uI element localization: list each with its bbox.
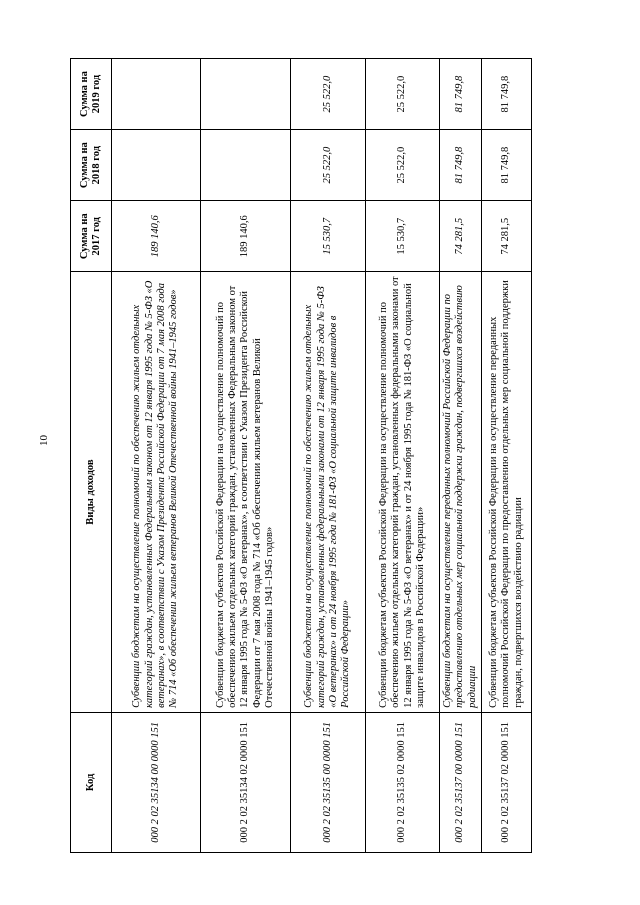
row-code: 000 2 02 35134 00 0000 151 [112,712,201,852]
row-sum-2019: 81 749,8 [440,59,482,130]
row-sum-2018: 81 749,8 [482,130,532,201]
row-sum-2017: 74 281,5 [482,201,532,272]
header-sum-2019: Сумма на 2019 год [71,59,112,130]
table-header-row [71,59,112,853]
row-sum-2019: 25 522,0 [366,59,440,130]
row-name: Субвенции бюджетам на осуществление полномочий по обеспечению жильем отдельных категорий граждан, установленных федеральными законами от 12 января 1995 года № 5-ФЗ «О ветеранах» и от 24 ноября 1995 года № 181-ФЗ «О социальной защите инвалидов в Российской Федерации» [291,272,366,713]
row-sum-2019: 81 749,8 [482,59,532,130]
row-sum-2018 [201,130,291,201]
header-code: Код [71,712,112,852]
row-sum-2018: 25 522,0 [291,130,366,201]
row-name: Субвенции бюджетам субъектов Российской Федерации на осуществление полномочий по обеспечению жильем отдельных категорий граждан, установленных Федеральным законом от 12 января 1995 года № 5-ФЗ «О ветеранах», в соответствии с Указом Президента Российской Федерации от 7 мая 2008 года № 714 «Об обеспечении жильем ветеранов Великой Отечественной войны 1941–1945 годов» [201,272,291,713]
row-sum-2017: 74 281,5 [440,201,482,272]
row-code: 000 2 02 35135 00 0000 151 [291,712,366,852]
header-sum-2018: Сумма на 2018 год [71,130,112,201]
table-row [366,59,440,853]
row-sum-2017: 15 530,7 [366,201,440,272]
row-name: Субвенции бюджетам на осуществление полномочий по обеспечению жильем отдельных категорий граждан, установленных Федеральным законом от 12 января 1995 года № 5-ФЗ «О ветеранах», в соответствии с Указом Президента Российской Федерации от 7 мая 2008 года № 714 «Об обеспечении жильем ветеранов Великой Отечественной войны 1941–1945 годов» [112,272,201,713]
table-row [291,59,366,853]
revenue-table [70,58,532,853]
row-sum-2019 [201,59,291,130]
row-sum-2019 [112,59,201,130]
row-name: Субвенции бюджетам субъектов Российской Федерации на осуществление переданных полномочий Российской Федерации по предоставлению отдельных мер социальной поддержки граждан, подвергшихся воздействию радиации [482,272,532,713]
row-code: 000 2 02 35135 02 0000 151 [366,712,440,852]
row-name: Субвенции бюджетам субъектов Российской Федерации на осуществление полномочий по обеспечению жильем отдельных категорий граждан, установленных федеральными законами от 12 января 1995 года № 5-ФЗ «О ветеранах» и от 24 ноября 1995 года № 181-ФЗ «О социальной защите инвалидов в Российской Федерации» [366,272,440,713]
row-code: 000 2 02 35137 02 0000 151 [482,712,532,852]
page-number: 10 [38,435,50,446]
table-row [482,59,532,853]
row-sum-2018 [112,130,201,201]
header-sum-2017: Сумма на 2017 год [71,201,112,272]
row-sum-2017: 189 140,6 [112,201,201,272]
table-row [201,59,291,853]
row-sum-2017: 189 140,6 [201,201,291,272]
rotated-table-container [70,58,527,853]
table-row [440,59,482,853]
row-code: 000 2 02 35134 02 0000 151 [201,712,291,852]
row-sum-2018: 25 522,0 [366,130,440,201]
row-code: 000 2 02 35137 00 0000 151 [440,712,482,852]
row-sum-2018: 81 749,8 [440,130,482,201]
row-sum-2019: 25 522,0 [291,59,366,130]
table-row [112,59,201,853]
header-name: Виды доходов [71,272,112,713]
row-sum-2017: 15 530,7 [291,201,366,272]
row-name: Субвенции бюджетам на осуществление переданных полномочий Российской Федерации по предоставлению отдельных мер социальной поддержки граждан, подвергшихся воздействию радиации [440,272,482,713]
